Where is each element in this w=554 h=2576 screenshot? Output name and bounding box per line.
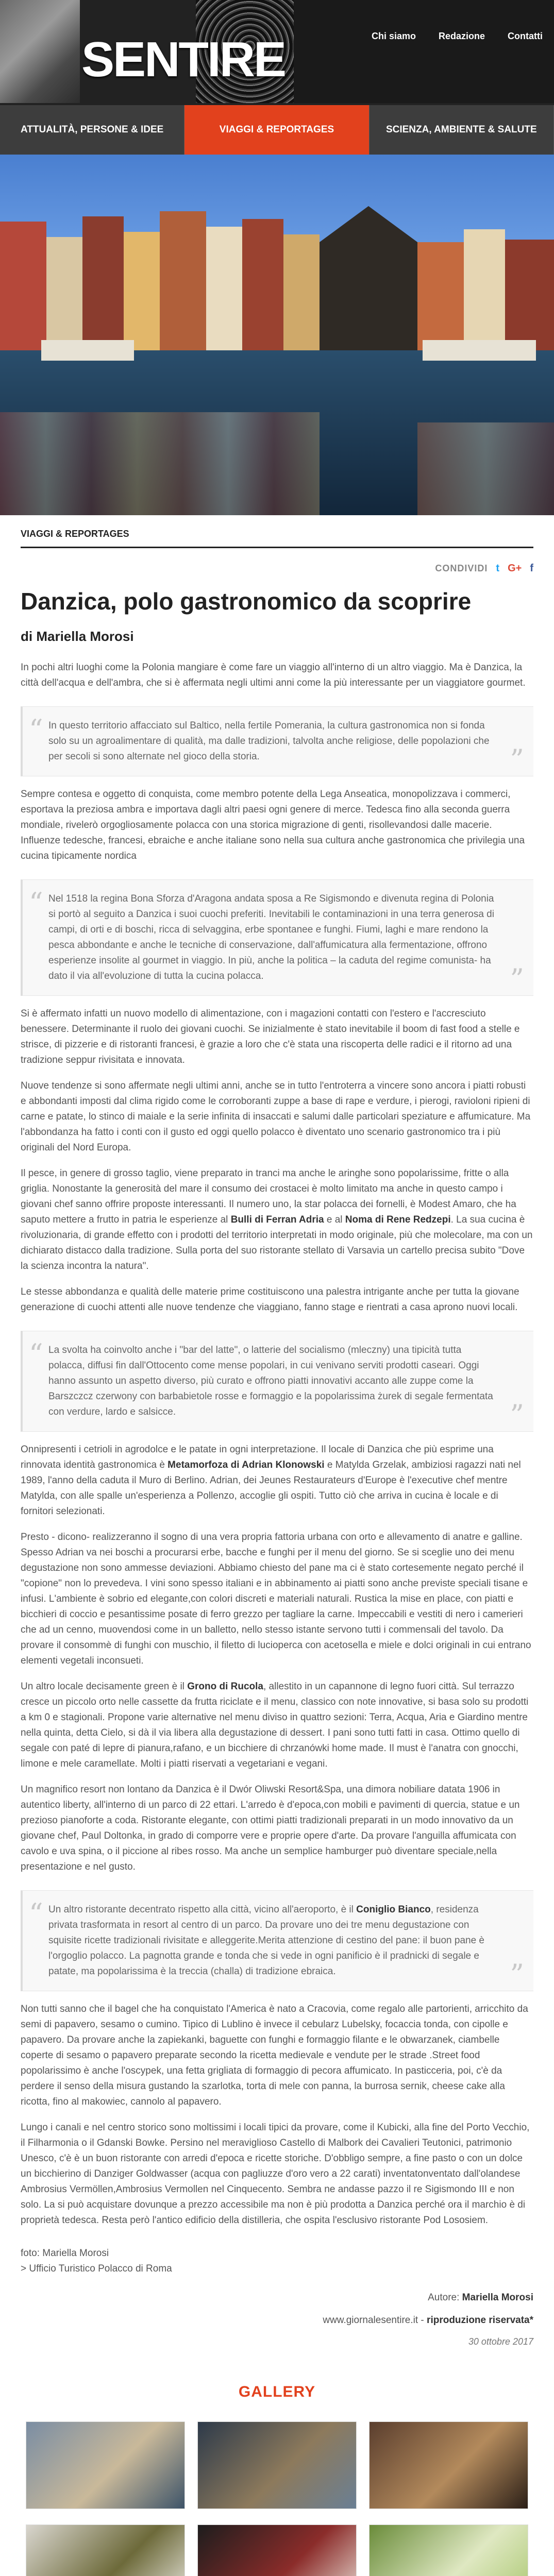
paragraph: Il pesce, in genere di grosso taglio, viene preparato in tranci ma anche le aringhe sono popolarissime, fritte o alla griglia. Nonostante la generosità del mare il consumo dei crostacei è molto limitato ma anche in questo campo i giovani chef sanno offrire proposte interessanti. Il numero uno, la star polacca dei fornelli, è Modest Amaro, che ha saputo mettere a frutto in patria le esperienze al Bulli di Ferran Adria e al Noma di Rene Redzepi. La sua cucina è rivoluzionaria, di grande effetto con i prodotti del territorio interpretati in modo originale, più che molecolare, ma con un dichiarato distacco dalla tradizione. Sulla porta del suo ristorante stellato di Varsavia un cartello precisa subito "Dove la scienza incontra la natura". [21,1167,533,1272]
blockquote [21,706,533,776]
paragraph: Le stesse abbondanza e qualità delle materie prime costituiscono una palestra intrigante anche per tutta la giovane generazione di cuochi attenti alle nuove tendenze che viaggiano, fanno stage e rientrati a casa aprono nuovi locali. [21,1286,519,1313]
quote-text: Nel 1518 la regina Bona Sforza d'Aragona andata sposa a Re Sigismondo e divenuta regina di Polonia si portò al seguito a Danzica i suoi cuochi preferiti. Inevitabili le contaminazioni in una terra generosa di campi, di orti e di boschi, ricca di selvaggina, erbe spontanee e funghi. Fiumi, laghi e mare rendono la pesca abbondante e anche le tecniche di conservazione, dall'affumicatura alla fermentazione, offrono esperienze insolite al gourmet in viaggio. In più, anche la politica – la caduta del regime comunista- ha dato il via all'evoluzione di tutta la cucina polacca. [48,893,494,981]
publish-date: 30 ottobre 2017 [468,2336,533,2347]
paragraph: Si è affermato infatti un nuovo modello di alimentazione, con i magazioni contatti con l'estero e l'accresciuto benessere. Determinante il ruolo dei giovani cuochi. Se inizialmente è stato inevitabile il boom di fast food a stelle e strisce, di pizzerie e di ristoranti francesi, è grazie a loro che c'è stata una riscoperta delle radici e il ritorno ad una tradizione seppur rivisitata e innovata. [21,1008,520,1065]
paragraph: Nuove tendenze si sono affermate negli ultimi anni, anche se in tutto l'entroterra a vincere sono ancora i piatti robusti e abbondanti imposti dal clima rigido come le corroboranti zuppe a base di rape e verdure, i pierogi, ravioloni ripieni di carne e patate, lo stinco di maiale e la serie infinita di insaccati e salumi dalle particolari speziature e affumicature. Ma l'abbondanza ha fatto i conti con il gusto ed oggi quello polacco è diventato uno scenario gastronomico tra i più originali del Nord Europa. [21,1080,531,1153]
quote-text: In questo territorio affacciato sul Baltico, nella fertile Pomerania, la cultura gastronomica non si fonda solo su un agroalimentare di qualità, ma dalle tradizioni, talvolta anche religiose, delle popolazioni che per secoli si sono alternate nel gioco della storia. [48,720,490,762]
nav-viaggi[interactable]: VIAGGI & REPORTAGES [184,105,369,155]
nav-attualita[interactable]: ATTUALITÀ, PERSONE & IDEE [0,105,184,155]
top-nav-chi-siamo[interactable]: Chi siamo [371,31,416,41]
bold-text: Metamorfoza di Adrian Klonowski [167,1459,325,1470]
bold-text: Coniglio Bianco [356,1904,431,1915]
paragraph: Un altro locale decisamente green è il Grono di Rucola, allestito in un capannone di legno fuori città. Sul terrazzo cresce un piccolo orto nelle cassette da frutta riciclate e il menu, classico con note innovative, si basa solo su prodotti a km 0 e stagionali. Propone varie alternative nel menu diviso in quattro sezioni: Terra, Acqua, Aria e Giardino mentre nella quinta, detta Cielo, si dà il via libera alla degustazione di dessert. I pani sono tutti fatti in casa. Ottimo quello di segale con paté di lepre di pianura,rafano, e un bicchiere di chrzanówki home made. Il must è l'anatra con gnocchi, limone e mele caramellate. Molti i piatti riservati a vegetariani e vegani. [21,1681,529,1769]
paragraph: Un magnifico resort non lontano da Danzica è il Dwór Oliwski Resort&Spa, una dimora nobiliare datata 1906 in autentico liberty, all'interno di un parco di 22 ettari. L'arredo è d'epoca,con mobili e pavimenti di quercia, statue e un prezioso pianoforte a coda. Ristorante elegante, con ottimi piatti tradizionali preparati in un modo innovativo da un giovane chef, Paul Doltonka, in grado di comporre vere e proprie opere d'arte. Da provare l'anguilla affumicata con cavolo e uva spina, o il piccione al ribes rosso. Ma anche un semplice hamburger può diventare speciale,nella presentazione e nel gusto. [21,1784,520,1872]
paragraph: Onnipresenti i cetrioli in agrodolce e le patate in ogni interpretazione. Il locale di Danzica che più esprime una rinnovata identità gastronomica è Metamorfoza di Adrian Klonowski e Matylda Grzelak, ambiziosi ragazzi nati nel 1989, l'anno della caduta il Muro di Berlino. Adrian, dei Jeunes Restaurateurs d'Europe è l'executive chef mentre Matylda, con alle spalle un'esperienza a Pollenzo, accoglie gli ospiti. Tutto ciò che arriva in cucina è locale e di fornitori selezionati. [21,1444,521,1517]
article-author: di Mariella Morosi [21,628,134,644]
gallery-thumbnail[interactable] [197,2524,357,2576]
logo-photo-left [0,0,80,103]
top-nav [360,31,554,42]
quote-open-icon: “ [29,1897,43,1930]
share-bar [21,548,533,574]
source-line: www.giornalesentire.it - riproduzione riservata* [323,2314,533,2326]
blockquote [21,1890,533,1991]
share-label: CONDIVIDI [435,563,488,573]
gallery-thumbnail[interactable] [197,2421,357,2509]
nav-scienza[interactable]: SCIENZA, AMBIENTE & SALUTE [370,105,554,155]
article-author-line: Autore: Mariella Morosi [428,2292,533,2303]
site-header [0,0,554,103]
gallery-title: GALLERY [238,2383,316,2400]
author-name: Mariella Morosi [462,2292,533,2303]
section-label[interactable]: VIAGGI & REPORTAGES [21,515,533,548]
bold-text: Bulli di Ferran Adria [230,1214,324,1225]
site-logo[interactable]: SENTIRE [81,32,286,87]
quote-open-icon: “ [29,713,43,746]
gallery-thumbnail[interactable] [369,2524,528,2576]
quote-text: La svolta ha coinvolto anche i "bar del latte", o latterie del socialismo (mleczny) una tipicità tutta polacca, diffusi fin dall'Ottocento come mense popolari, in cui venivano serviti prodotti caseari. Oggi hanno assunto un aspetto diverso, più curato e offrono piatti innovativi accanto alle zuppe come la Barszczcz czerwony con barbabietole rosse e formaggio e la popolarissima żurek di segale fermentata con verdure, lardo e salsicce. [48,1344,493,1417]
blockquote [21,879,533,996]
quote-close-icon: ” [510,1398,524,1431]
paragraph: Lungo i canali e nel centro storico sono moltissimi i locali tipici da provare, come il Kubicki, alla fine del Porto Vecchio, il Filharmonia o il Gdanski Bowke. Persino nel meraviglioso Castello di Malbork dei Cavalieri Teutonici, patrimonio Unesco, c'è è un buon ristorante con arredi d'epoca e ricette storiche. D'obbligo sempre, a fine pasto o con un dolce un bicchierino di Danziger Goldwasser (acqua con pagliuzze d'oro vero a 22 carati) inventatonventato dall'olandese Ambrosius Vermöllen,Ambrosius Vermollen nel Cinquecento. Sembra ne andasse pazzo il re Sigismondo III e non solo. La si può acquistare dovunque a prezzo accessibile ma non è più prodotta a Danzica perché ora il marchio è di proprietà tedesca. Resta però l'antico edificio della distilleria, che ospita l'esclusivo ristorante Pod Lososiem. [21,2122,530,2226]
quote-open-icon: “ [29,886,43,919]
photo-credit-2: > Ufficio Turistico Polacco di Roma [21,2263,172,2274]
quote-open-icon: “ [29,1337,43,1370]
article-title: Danzica, polo gastronomico da scoprire [21,588,472,615]
gallery-grid [26,2421,528,2576]
top-nav-contatti[interactable]: Contatti [508,31,543,41]
bold-text: Noma di Rene Redzepi [345,1214,451,1225]
paragraph: In pochi altri luoghi come la Polonia mangiare è come fare un viaggio all'interno di un altro viaggio. Ma è Danzica, la città dell'acqua e dell'ambra, che si è affermata negli ultimi anni come la più interessante per un viaggiatore gourmet. [21,662,526,688]
quote-close-icon: ” [510,1958,524,1991]
hero-image [0,155,554,515]
top-nav-redazione[interactable]: Redazione [438,31,485,41]
blockquote [21,1331,533,1432]
google-plus-icon[interactable]: G+ [508,563,522,574]
bold-text: Grono di Rucola [187,1681,263,1692]
photo-credits [21,2246,533,2277]
quote-text: Un altro ristorante decentrato rispetto alla città, vicino all'aeroporto, è il Coniglio Bianco, residenza privata trasformata in resort al centro di un parco. Da provare uno dei tre menu degustazione con squisite ricette tradizionali rivisitate e alleggerite.Merita attenzione di cestino del pane: il buon pane è l'orgoglio polacco. La pagnotta grande e tonda che si vede in ogni panificio è il pradnicki di segale e patate, ma popolarissima è la treccia (challa) di tradizione ebraica. [48,1904,484,1977]
twitter-icon[interactable]: t [496,563,500,574]
quote-close-icon: ” [510,743,524,776]
main-nav [0,103,554,155]
gallery-thumbnail[interactable] [369,2421,528,2509]
photo-credit-1: foto: Mariella Morosi [21,2247,109,2259]
paragraph: Sempre contesa e oggetto di conquista, come membro potente della Lega Anseatica, monopolizzava i commerci, esportava la preziosa ambra e importava dagli altri paesi ogni genere di merce. Tedesca fino alla seconda guerra mondiale, rivelerò orgogliosamente polacca con una storica migrazione di genti, risollevandosi dalle macerie. Influenze tedesche, francesi, ebraiche e anche italiane sono nella sua cultura anche gastronomica che privilegia una cucina tipicamente nordica [21,788,525,861]
quote-close-icon: ” [510,962,524,995]
gallery-thumbnail[interactable] [26,2421,185,2509]
gallery-thumbnail[interactable] [26,2524,185,2576]
facebook-icon[interactable]: f [530,563,533,574]
paragraph: Presto - dicono- realizzeranno il sogno di una vera propria fattoria urbana con orto e allevamento di anatre e galline. Spesso Adrian va nei boschi a procurarsi erbe, bacche e funghi per il menu del giorno. Se si sceglie uno dei menu degustazione non sono ammesse deviazioni. Abbiamo chiesto del pane ma ci è stato cortesemente negato perché il "copione" non lo prevedeva. I vini sono spesso italiani e in abbinamento ai piatti sono anche previste speciali tisane e infusi. L'ambiente è sobrio ed elegante,con colori discreti e materiali naturali. Rustica la mise en place, con piatti e bicchieri di coccio e pesantissime posate di ferro grezzo per tagliare la carne. Impeccabili e vestiti di nero i camerieri che ad un cenno, muovendosi come in un balletto, nello stesso istante servono tutti i commensali del tavolo. Da provare il consommè di funghi con muschio, il filetto di lucioperca con acetosella e miele e dolci originali in cui entrano elementi vegetali inconsueti. [21,1531,531,1666]
paragraph: Non tutti sanno che il bagel che ha conquistato l'America è nato a Cracovia, come regalo alle partorienti, arricchito da semi di papavero, sesamo o cumino. Tipico di Lublino è invece il cebularz Lubelsky, focaccia tonda, con cipolle e papavero. Da provare anche la zapiekanki, baguette con funghi e formaggio filante e le obwarzanek, ciambelle coperte di sesamo o papavero preparate secondo la ricetta medievale e vendute per le strade .Street food popolarissimo è anche l'oscypek, una fetta grigliata di formaggio di pecora affumicato. In pasticceria, poi, c'è da perdere il senso della misura gustando la szarlotka, torta di mele con panna, la burrosa sernik, cheese cake alla ricotta, fino al makowiec, cannolo al papavero. [21,2003,528,2107]
